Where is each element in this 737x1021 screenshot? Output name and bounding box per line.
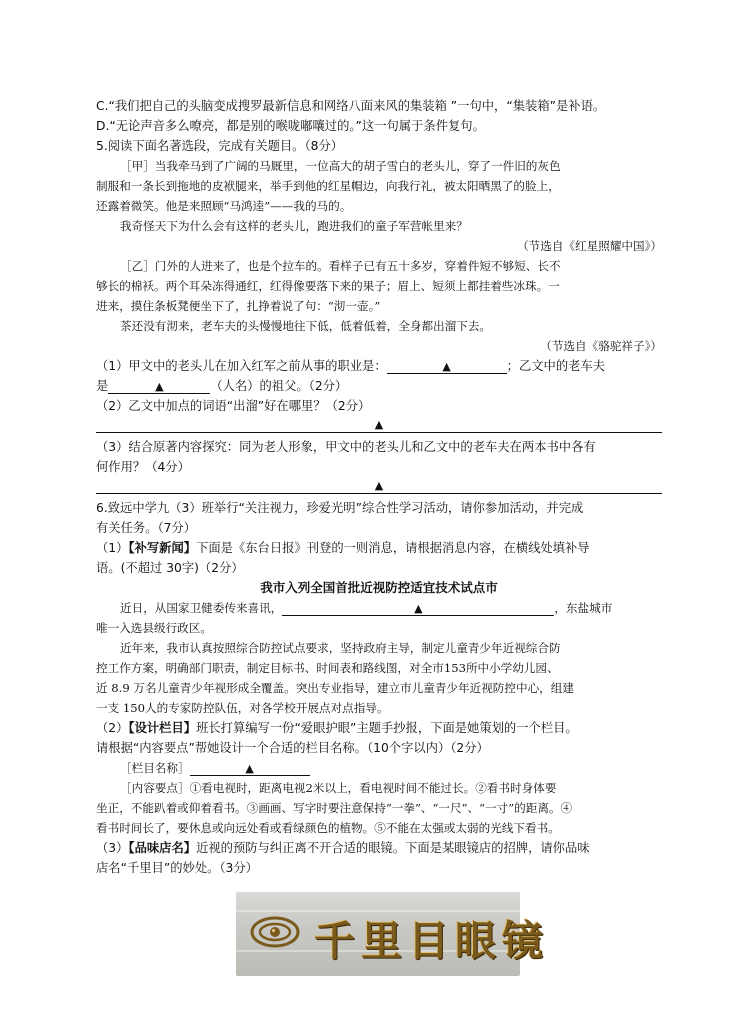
question-5-2: （2）乙文中加点的词语“出溜”好在哪里？（2分）: [96, 399, 371, 413]
eye-logo-icon: [250, 912, 300, 952]
q5-1-text-a: （1）甲文中的老头儿在加入红军之前从事的职业是：: [96, 359, 387, 373]
question-6-2-line2: 请根据“内容要点”帮她设计一个合适的栏目名称。（10个字以内）（2分）: [96, 741, 489, 755]
passage-jia-source: （节选自《红星照耀中国》）: [517, 239, 662, 253]
answer-blank-lead[interactable]: [282, 602, 554, 616]
triangle-mark: ▲: [374, 418, 384, 431]
news-text-a: 近日，从国家卫健委传来喜讯，: [120, 601, 283, 615]
q6-3-text: 近视的预防与纠正离不开合适的眼镜。下面是某眼镜店的招牌，请你品味: [196, 841, 590, 855]
key-points-1: ［内容要点］①看电视时，距离电视2米以上，看电视时间不能过长。②看书时身体要: [120, 781, 557, 795]
answer-blank-occupation[interactable]: [387, 360, 507, 374]
passage-yi-3: 进来，摸住条板凳便坐下了，扎挣着说了句：“沏一壶。”: [96, 299, 381, 313]
option-c: C.“我们把自己的头脑变成搜罗最新信息和网络八面来风的集装箱 ”一句中，“集装箱”是补语。: [96, 99, 606, 113]
question-6-line1: 6.致远中学九（3）班举行“关注视力，珍爱光明”综合性学习活动，请你参加活动，并完成: [96, 501, 584, 515]
q5-1-text-c: 是: [96, 379, 109, 393]
q6-2-num: （2）: [96, 721, 129, 735]
question-5-1-line2: [96, 376, 662, 396]
passage-yi-source: （节选自《骆驼祥子》）: [540, 339, 662, 353]
passage-yi-4: 茶还没有沏来，老车夫的头慢慢地往下低，低着低着，全身都出溜下去。: [120, 319, 492, 333]
news-line-3: 近年来，我市认真按照综合防控试点要求，坚持政府主导，制定儿童青少年近视综合防: [120, 641, 561, 655]
passage-jia-4: 我奇怪天下为什么会有这样的老头儿，跑进我们的童子军营帐里来？: [120, 219, 468, 233]
q6-3-num: （3）: [96, 841, 129, 855]
question-6-line2: 有关任务。（7分）: [96, 521, 197, 535]
news-line-1: [96, 598, 662, 618]
question-5: 5.阅读下面名著选段，完成有关题目。（8分）: [96, 139, 344, 153]
column-name-line: [96, 758, 662, 778]
q6-1-text: 下面是《东台日报》刊登的一则消息，请根据消息内容，在横线处填补导: [196, 541, 590, 555]
q6-2-text: 班长打算编写一份“爱眼护眼”主题手抄报，下面是她策划的一个栏目。: [196, 721, 578, 735]
triangle-mark: ▲: [414, 602, 423, 615]
key-points-3: 看书时间长了，要休息或向远处看或看绿颜色的植物。⑤不能在太强或太弱的光线下看书。: [96, 821, 560, 835]
q5-1-text-b: ；乙文中的老车夫: [506, 359, 606, 373]
triangle-mark: ▲: [442, 360, 451, 373]
news-line-5: 近 8.9 万名儿童青少年视形成全覆盖。突出专业指导，建立市儿童青少年近视防控中心，组建: [96, 681, 574, 695]
q5-1-text-d: （人名）的祖父。（2分）: [210, 379, 348, 393]
question-6-3-line2: 店名“千里目”的妙处。（3分）: [96, 861, 258, 875]
column-name-label: ［栏目名称］: [120, 761, 190, 775]
question-5-3-line2: 何作用？（4分）: [96, 460, 190, 474]
key-points-2: 坐正，不能趴着或仰着看书。③画画、写字时要注意保持“一拳”、“一尺”、“一寸”的距离。④: [96, 801, 573, 815]
question-6-2-line1: [96, 718, 662, 738]
q6-2-tag: 【设计栏目】: [128, 721, 197, 735]
passage-jia-1: ［甲］当我牵马到了广阔的马厩里，一位高大的胡子雪白的老头儿，穿了一件旧的灰色: [120, 159, 561, 173]
q6-1-tag: 【补写新闻】: [128, 541, 197, 555]
q6-3-tag: 【品味店名】: [128, 841, 197, 855]
answer-blank-column-name[interactable]: [190, 762, 310, 776]
shop-signboard-image: [236, 892, 549, 976]
question-5-3-line1: （3）结合原著内容探究：同为老人形象，甲文中的老头儿和乙文中的老车夫在两本书中各有: [96, 440, 596, 454]
question-6-3-line1: [96, 838, 662, 858]
triangle-mark: ▲: [245, 762, 254, 775]
triangle-mark: ▲: [155, 380, 164, 393]
triangle-mark: ▲: [374, 479, 384, 492]
question-5-1-line1: [96, 356, 662, 376]
option-d: D.“无论声音多么嘹亮，都是别的喉咙嘟嚷过的。”这一句属于条件复句。: [96, 119, 485, 133]
answer-blank-person-name[interactable]: [108, 380, 210, 394]
q6-1-num: （1）: [96, 541, 129, 555]
passage-jia-2: 制服和一条长到拖地的皮袱腿来，举手到他的红星帽边，向我行礼，被太阳晒黑了的脸上，: [96, 179, 560, 193]
answer-line-5-3[interactable]: [96, 477, 662, 494]
exam-page: [96, 96, 662, 878]
passage-jia-3: 还露着微笑。他是来照顾“马鸿逵”——我的马的。: [96, 199, 352, 213]
answer-line-5-2[interactable]: [96, 416, 662, 433]
question-6-1-line2: 语。(不超过 30字)（2分）: [96, 561, 244, 575]
passage-yi-1: ［乙］门外的人进来了，也是个拉车的。看样子已有五十多岁，穿着件短不够短、长不: [120, 259, 561, 273]
news-line-6: 一支 150人的专家防控队伍，对各学校开展点对点指导。: [96, 701, 389, 715]
news-title: 我市入列全国首批近视防控适宜技术试点市: [260, 580, 498, 595]
news-line-2: 唯一入选县级行政区。: [96, 621, 212, 635]
news-line-4: 控工作方案，明确部门职责，制定目标书、时间表和路线图，对全市153所中小学幼儿园、: [96, 661, 559, 675]
sign-lettering: 千里目眼镜: [314, 917, 549, 965]
passage-yi-2: 够长的棉袄。两个耳朵冻得通红，红得像要落下来的果子；眉上、短须上都挂着些冰珠。一: [96, 279, 560, 293]
question-6-1-line1: [96, 538, 662, 558]
news-text-b: ，东盐城市: [554, 601, 613, 615]
